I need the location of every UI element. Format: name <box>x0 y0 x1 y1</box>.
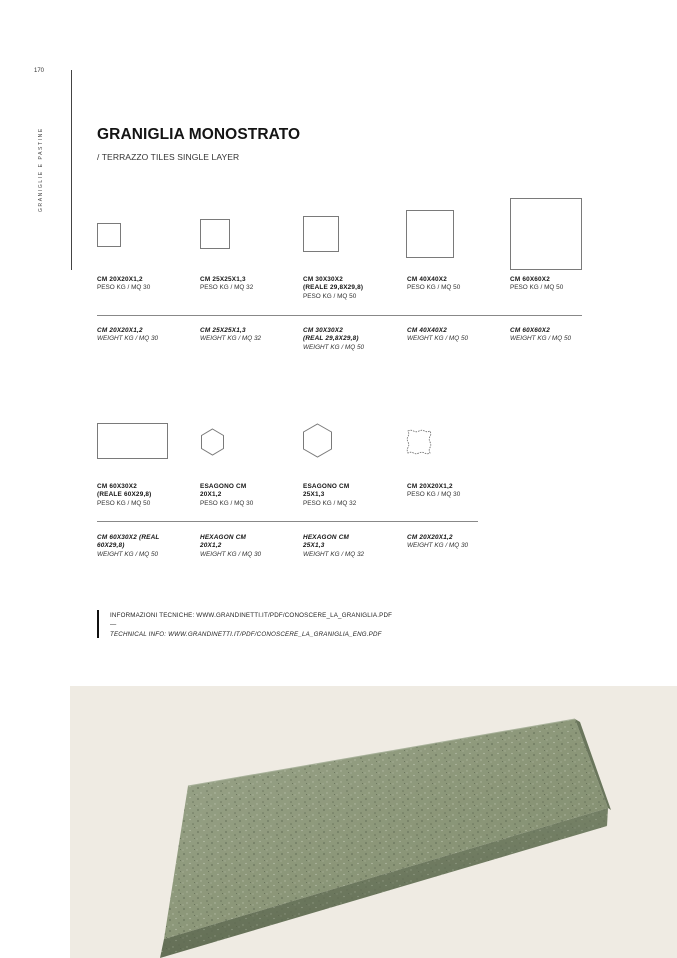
spec-weight: PESO KG / MQ 32 <box>200 284 254 292</box>
spec-en-60x60 <box>510 327 571 344</box>
terrazzo-tile-photo <box>70 686 677 958</box>
spec-weight: WEIGHT KG / MQ 30 <box>97 335 159 343</box>
spec-en-25x25 <box>200 327 261 344</box>
spec-name: CM 30X30X2 <box>303 276 344 283</box>
spec-weight: WEIGHT KG / MQ 30 <box>407 542 469 550</box>
spec-it-40x40 <box>407 276 460 293</box>
spec-name: CM 40X40X2 <box>407 276 448 283</box>
section-label: GRANIGLIE E PASTINE <box>38 127 44 212</box>
spec-size: 25X1,3 <box>303 491 325 499</box>
divider <box>97 315 582 316</box>
spec-name: CM 30X30X2 <box>303 327 344 334</box>
spec-name: CM 60X60X2 <box>510 276 551 283</box>
tile-swatch-20x20 <box>97 223 121 247</box>
spec-it-hexagon-20 <box>200 483 253 508</box>
tile-swatch-60x30 <box>97 423 168 459</box>
page-subtitle: / TERRAZZO TILES SINGLE LAYER <box>97 152 240 162</box>
spec-en-60x30 <box>97 534 160 559</box>
spec-weight: PESO KG / MQ 30 <box>200 499 254 507</box>
spec-size: 20X1,2 <box>200 542 222 550</box>
info-separator: — <box>110 621 117 628</box>
spec-it-60x60 <box>510 276 563 293</box>
side-rule <box>71 70 72 270</box>
spec-en-hexagon-25 <box>303 534 364 559</box>
spec-weight: PESO KG / MQ 50 <box>407 284 461 292</box>
spec-it-20x20 <box>97 276 150 293</box>
spec-name: CM 20X20X1,2 <box>97 276 143 283</box>
spec-en-20x20-wavy <box>407 534 468 551</box>
spec-name: CM 60X30X2 (REAL <box>97 534 160 541</box>
spec-name: CM 20X20X1,2 <box>407 534 453 541</box>
page-number: 170 <box>34 68 45 74</box>
page-title: GRANIGLIA MONOSTRATO <box>97 126 301 143</box>
spec-name: ESAGONO CM <box>303 483 350 490</box>
spec-it-20x20-wavy <box>407 483 460 500</box>
spec-it-25x25 <box>200 276 253 293</box>
spec-name: CM 40X40X2 <box>407 327 448 334</box>
spec-weight: PESO KG / MQ 32 <box>303 499 357 507</box>
spec-weight: PESO KG / MQ 50 <box>510 284 564 292</box>
technical-info-en: TECHNICAL INFO: WWW.GRANDINETTI.IT/PDF/CONOSCERE_LA_GRANIGLIA_ENG.PDF <box>110 631 382 638</box>
spec-real-size: (REALE 29,8X29,8) <box>303 284 364 292</box>
spec-name: CM 60X30X2 <box>97 483 138 490</box>
spec-weight: WEIGHT KG / MQ 50 <box>97 550 159 558</box>
spec-weight: WEIGHT KG / MQ 32 <box>200 335 262 343</box>
spec-name: CM 25X25X1,3 <box>200 276 246 283</box>
tile-swatch-25x25 <box>200 219 230 249</box>
spec-weight: WEIGHT KG / MQ 32 <box>303 550 365 558</box>
spec-weight: PESO KG / MQ 30 <box>407 491 461 499</box>
spec-en-20x20 <box>97 327 158 344</box>
spec-real-size: 60X29,8) <box>97 542 125 550</box>
hexagon-20-icon <box>200 428 225 456</box>
spec-real-size: (REAL 29,8X29,8) <box>303 335 359 343</box>
spec-weight: WEIGHT KG / MQ 50 <box>510 335 572 343</box>
wavy-edge-tile-icon <box>406 429 432 455</box>
divider <box>97 521 478 522</box>
spec-en-40x40 <box>407 327 468 344</box>
spec-it-60x30 <box>97 483 152 508</box>
spec-name: CM 25X25X1,3 <box>200 327 246 334</box>
spec-name: HEXAGON CM <box>303 534 350 541</box>
info-accent-bar <box>97 610 99 638</box>
spec-name: CM 20X20X1,2 <box>407 483 453 490</box>
tile-swatch-40x40 <box>406 210 454 258</box>
spec-weight: WEIGHT KG / MQ 50 <box>407 335 469 343</box>
spec-name: HEXAGON CM <box>200 534 247 541</box>
spec-weight: PESO KG / MQ 30 <box>97 284 151 292</box>
spec-weight: WEIGHT KG / MQ 30 <box>200 550 262 558</box>
tile-swatch-30x30 <box>303 216 339 252</box>
spec-weight: PESO KG / MQ 50 <box>303 292 357 300</box>
spec-name: CM 60X60X2 <box>510 327 551 334</box>
hexagon-25-icon <box>302 423 333 458</box>
spec-name: CM 20X20X1,2 <box>97 327 143 334</box>
spec-real-size: (REALE 60X29,8) <box>97 491 152 499</box>
spec-size: 25X1,3 <box>303 542 325 550</box>
technical-info-it: INFORMAZIONI TECNICHE: WWW.GRANDINETTI.IT/PDF/CONOSCERE_LA_GRANIGLIA.PDF <box>110 612 393 619</box>
spec-weight: WEIGHT KG / MQ 50 <box>303 343 365 351</box>
tile-swatch-60x60 <box>510 198 582 270</box>
spec-size: 20X1,2 <box>200 491 222 499</box>
spec-it-30x30 <box>303 276 363 301</box>
spec-weight: PESO KG / MQ 50 <box>97 499 151 507</box>
spec-name: ESAGONO CM <box>200 483 247 490</box>
spec-en-hexagon-20 <box>200 534 261 559</box>
spec-en-30x30 <box>303 327 364 352</box>
spec-it-hexagon-25 <box>303 483 356 508</box>
